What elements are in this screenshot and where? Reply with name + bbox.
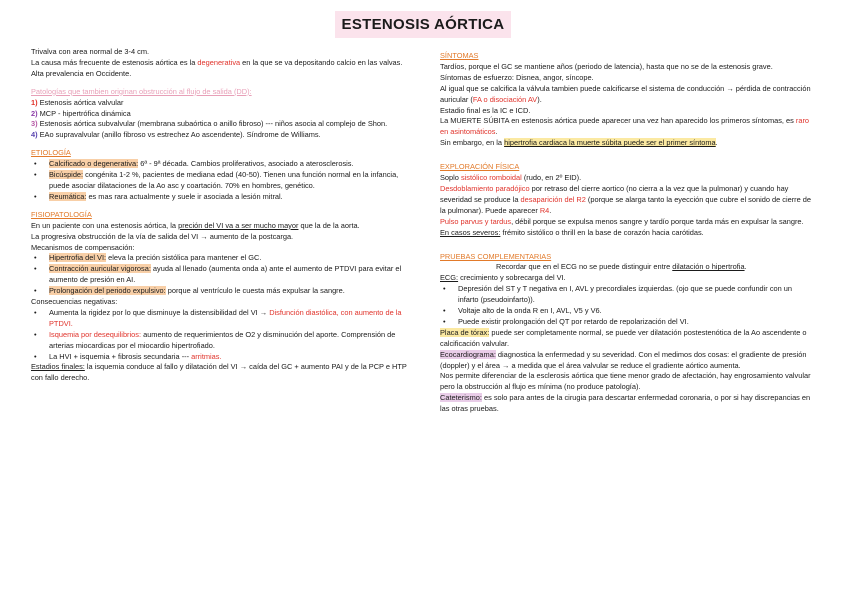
- right-column: [440, 47, 812, 415]
- explo-line: Pulso parvus y tardus, débil porque se expulsa menos sangre y tardío porque tarda más en expulsar la sangre.: [440, 216, 804, 226]
- explo-line: Soplo sistólico romboidal (rudo, en 2º EID).: [440, 173, 582, 183]
- sintomas-heading: SÍNTOMAS: [440, 51, 479, 60]
- pruebas-recordar: Recordar que en el ECG no se puede distinguir entre dilatación o hipertrofia.: [496, 262, 747, 272]
- nos-permite-line: Nos permite diferenciar de la esclerosis aórtica que tiene menor grado de afectación, hay engrosamiento valvular pero la obstrucción al flujo es mínima (no produce patología).: [440, 371, 811, 392]
- ecg-item: • Voltaje alto de la onda R en I, AVL, V5 y V6.: [440, 306, 812, 317]
- etiologia-heading: ETIOLOGÍA: [31, 148, 71, 158]
- intro-line-2: La causa más frecuente de estenosis aórtica es la degenerativa en la que se va depositando calcio en las valvas. Alta prevalencia en Occidente.: [31, 57, 403, 78]
- pathology-item: 4) EAo supravalvular (anillo fibroso vs estrechez Ao ascendente). Síndrome de Williams.: [31, 130, 321, 140]
- estadios-finales: Estadios finales: la isquemia conduce al fallo y dilatación del VI → caída del GC + aumento PAI y de la PCP e HTP con fallo derecho.: [31, 362, 407, 383]
- pathology-item: 1) Estenosis aórtica valvular: [31, 97, 124, 107]
- mecanismo-item: • Prolongación del periodo expulsivo: porque al ventrículo le cuesta más expulsar la sangre.: [31, 286, 407, 297]
- ecocardiograma-line: Ecocardiograma: diagnostica la enfermedad y su severidad. Con el medimos dos cosas: el gradiente de presión (doppler) y el área → a medida que el área valvular se reduce el gradiente aórtico aumenta.: [440, 349, 807, 370]
- fisiopatologia-heading: FISIOPATOLOGÍA: [31, 209, 92, 219]
- sintomas-line: Estadio final es la IC e ICD.: [440, 105, 531, 115]
- exploracion-heading: EXPLORACIÓN FÍSICA: [440, 162, 520, 172]
- ecg-item: • Puede existir prolongación del QT por retardo de repolarización del VI.: [440, 317, 812, 328]
- pruebas-heading: PRUEBAS COMPLEMENTARIAS: [440, 251, 552, 261]
- cateterismo-line: Cateterismo: es solo para antes de la cirugia para descartar enfermedad coronaria, o por si hay discrepancias en las otras pruebas.: [440, 393, 811, 414]
- degenerativa-term: degenerativa: [197, 57, 241, 67]
- consecuencia-item: • Isquemia por desequilibrios: aumento de requerimientos de O2 y disminución del aporte. Comprensión de arterias miocardicas por el miocardio hipertrofiado.: [31, 330, 407, 352]
- pathology-item: 2) MCP - hipertrófica dinámica: [31, 108, 131, 118]
- sintomas-line: Síntomas de esfuerzo: Disnea, angor, síncope.: [440, 72, 594, 82]
- pathologies-heading: Patologías que tambien originan obstrucción al flujo de salida (DD):: [31, 86, 252, 96]
- intro-line-1: Trivalva con area normal de 3-4 cm.: [31, 47, 150, 56]
- fisio-line-2: La progresiva obstrucción de la vía de salida del VI → aumento de la postcarga.: [31, 231, 294, 241]
- sintomas-line: La MUERTE SÚBITA en estenosis aórtica puede aparecer una vez han aparecido los primeros síntomas, es raro en asintomáticos.: [440, 116, 810, 137]
- consecuencia-item: • Aumenta la rigidez por lo que disminuye la distensibilidad del VI → Disfunción diastólica, con aumento de la PTDVI.: [31, 308, 407, 330]
- etiologia-item: • Bicúspide: congénita 1-2 %, pacientes de mediana edad (40-50). Tienen una función normal en la infancia, puede asociar dilataciones de la Ao asc y coartación. 70% en hombres, genético.: [31, 170, 407, 192]
- sintomas-line: Al igual que se calcifica la válvula tambien puede calcificarse el sistema de conducción → pérdida de contracción auricular (FA o disociación AV).: [440, 83, 811, 104]
- ecg-item: • Depresión del ST y T negativa en I, AVL y precordiales izquierdas. (ojo que se puede confundir con un infarto (pseudoinfarto)).: [440, 284, 812, 306]
- ecg-line: ECG: crecimiento y sobrecarga del VI.: [440, 273, 566, 283]
- consecuencia-item: • La HVI + isquemia + fibrosis secundaria --- arritmias.: [31, 352, 407, 363]
- page-title: ESTENOSIS AÓRTICA: [335, 11, 511, 38]
- mecanismos-heading: Mecanismos de compensación:: [31, 242, 135, 252]
- explo-line: Desdoblamiento paradójico por retraso del cierre aortico (no cierra a la vez que la pulmonar) y cuando hay severidad se produce la desaparición del R2 (porque se alarga tanto la eyección que cubre el sonido de cierre de la pulmonar). Puede aparecer R4.: [440, 183, 812, 215]
- fisio-line-1: En un paciente con una estenosis aórtica, la preción del VI va a ser mucho mayor que la de la aorta.: [31, 220, 360, 230]
- consecuencias-heading: Consecuencias negativas:: [31, 297, 118, 307]
- placa-torax-line: Placa de tórax: puede ser completamente normal, se puede ver dilatación postestenótica de la Ao ascendente o calcificación valvular.: [440, 327, 807, 348]
- sintomas-line: Sin embargo, en la hipertrofia cardiaca la muerte súbita puede ser el primer síntoma.: [440, 138, 718, 148]
- explo-line: En casos severos: frémito sistólico o thrill en la base de corazón hacia carótidas.: [440, 227, 704, 237]
- mecanismo-item: • Hipertrofia del VI: eleva la preción sistólica para mantener el GC.: [31, 253, 407, 264]
- left-column: [31, 47, 407, 384]
- etiologia-item: • Calcificado o degenerativa: 6ª - 9ª década. Cambios proliferativos, asociado a aterosclerosis.: [31, 159, 407, 170]
- sintomas-line: Tardíos, porque el GC se mantiene años (periodo de latencia), hasta que no se de la estenosis grave.: [440, 61, 773, 71]
- mecanismo-item: • Contracción auricular vigorosa: ayuda al llenado (aumenta onda a) ante el aumento de PTDVI para evitar el aumento de presión en AI.: [31, 264, 407, 286]
- pathology-item: 3) Estenosis aórtica subvalvular (membrana subaórtica o anillo fibroso) --- niños asocia al complejo de Shon.: [31, 119, 388, 129]
- etiologia-item: • Reumática: es mas rara actualmente y suele ir asociada a lesión mitral.: [31, 192, 407, 203]
